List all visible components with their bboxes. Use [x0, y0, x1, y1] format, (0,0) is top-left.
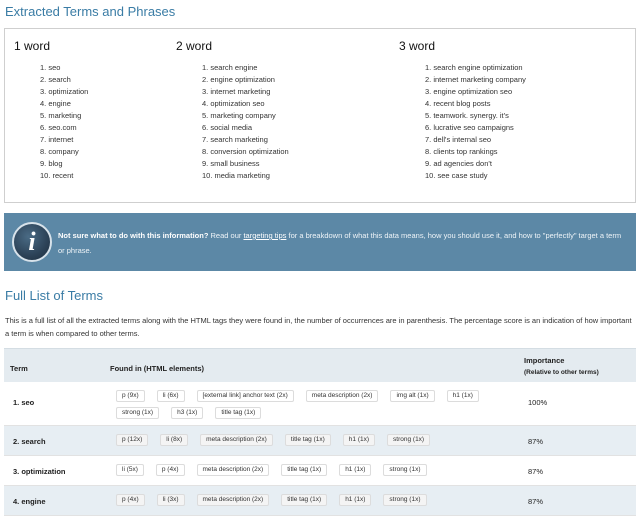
- info-text: [58, 228, 628, 258]
- header-importance: Importance: [524, 356, 565, 365]
- term-list: [14, 62, 88, 182]
- table-row: [4, 486, 636, 516]
- term-item: 1. search engine: [202, 63, 258, 72]
- info-banner: [4, 213, 636, 271]
- info-question: Not sure what to do with this information?: [58, 231, 209, 240]
- html-tag-chip: h3 (1x): [171, 407, 203, 419]
- html-tag-chip: [external link] anchor text (2x): [197, 390, 294, 402]
- html-tag-chip: h1 (1x): [447, 390, 479, 402]
- term-item: 2. search: [40, 75, 71, 84]
- term-item: 1. search engine optimization: [425, 63, 523, 72]
- found-in-cell: [116, 390, 516, 424]
- importance-cell: 100%: [528, 398, 548, 407]
- term-item: 7. internet: [40, 135, 74, 144]
- term-item: 9. blog: [40, 159, 63, 168]
- term-list: [399, 62, 526, 182]
- term-item: 2. engine optimization: [202, 75, 275, 84]
- html-tag-chip: h1 (1x): [343, 434, 375, 446]
- importance-cell: 87%: [528, 467, 544, 476]
- html-tag-chip: h1 (1x): [339, 494, 371, 506]
- html-tag-chip: p (12x): [116, 434, 148, 446]
- term-item: 5. marketing company: [202, 111, 276, 120]
- extracted-terms-title: Extracted Terms and Phrases: [5, 4, 176, 19]
- info-pre: Read our: [208, 231, 244, 240]
- header-term: Term: [10, 364, 28, 373]
- term-item: 9. small business: [202, 159, 260, 168]
- term-list: [176, 62, 289, 182]
- html-tag-chip: strong (1x): [383, 494, 426, 506]
- term-item: 8. company: [40, 147, 79, 156]
- importance-cell: 87%: [528, 497, 544, 506]
- term-cell: 4. engine: [13, 497, 46, 506]
- term-cell: 1. seo: [13, 398, 35, 407]
- html-tag-chip: meta description (2x): [306, 390, 379, 402]
- html-tag-chip: title tag (1x): [285, 434, 331, 446]
- column-heading: 1 word: [14, 39, 51, 53]
- term-item: 10. recent: [40, 171, 74, 180]
- header-importance-sub: (Relative to other terms): [524, 369, 599, 376]
- table-body: [4, 382, 636, 516]
- term-item: 2. internet marketing company: [425, 75, 526, 84]
- term-item: 6. lucrative seo campaigns: [425, 123, 514, 132]
- targeting-tips-link[interactable]: targeting tips: [243, 231, 287, 240]
- html-tag-chip: strong (1x): [387, 434, 430, 446]
- importance-cell: 87%: [528, 437, 544, 446]
- html-tag-chip: meta description (2x): [197, 494, 270, 506]
- html-tag-chip: p (9x): [116, 390, 145, 402]
- extracted-terms-box: [4, 28, 636, 203]
- full-list-title: Full List of Terms: [5, 288, 104, 303]
- info-post: for a breakdown of what this data means, how you should use it, and how to "perfectly" target a term or phrase.: [58, 231, 622, 255]
- term-item: 6. seo.com: [40, 123, 77, 132]
- html-tag-chip: title tag (1x): [281, 494, 327, 506]
- html-tag-chip: li (6x): [157, 390, 185, 402]
- term-item: 9. ad agencies don't: [425, 159, 492, 168]
- term-cell: 3. optimization: [13, 467, 66, 476]
- term-item: 1. seo: [40, 63, 61, 72]
- one-word-column: [14, 39, 88, 182]
- table-row: [4, 426, 636, 456]
- found-in-cell: [116, 434, 516, 451]
- term-item: 3. internet marketing: [202, 87, 271, 96]
- table-header: [4, 348, 636, 382]
- html-tag-chip: li (5x): [116, 464, 144, 476]
- html-tag-chip: title tag (1x): [281, 464, 327, 476]
- term-item: 8. conversion optimization: [202, 147, 289, 156]
- html-tag-chip: strong (1x): [383, 464, 426, 476]
- full-list-description: This is a full list of all the extracted terms along with the HTML tags they were found in, the number of occurrences are in parenthesis. The percentage score is an indication of how important a term is when compared to other terms.: [5, 316, 632, 338]
- html-tag-chip: h1 (1x): [339, 464, 371, 476]
- term-item: 3. optimization: [40, 87, 89, 96]
- html-tag-chip: li (3x): [157, 494, 185, 506]
- html-tag-chip: p (4x): [116, 494, 145, 506]
- term-item: 5. marketing: [40, 111, 82, 120]
- html-tag-chip: meta description (2x): [200, 434, 273, 446]
- column-heading: 2 word: [176, 39, 213, 53]
- info-icon: i: [12, 222, 52, 262]
- two-word-column: [176, 39, 289, 182]
- found-in-cell: [116, 494, 516, 511]
- term-item: 3. engine optimization seo: [425, 87, 513, 96]
- term-item: 5. teamwork. synergy. it's: [425, 111, 509, 120]
- table-row: [4, 382, 636, 426]
- header-found-in: Found in (HTML elements): [110, 364, 205, 373]
- html-tag-chip: title tag (1x): [215, 407, 261, 419]
- term-item: 4. optimization seo: [202, 99, 265, 108]
- found-in-cell: [116, 464, 516, 481]
- column-heading: 3 word: [399, 39, 436, 53]
- terms-table: [4, 348, 636, 516]
- three-word-column: [399, 39, 526, 182]
- term-item: 10. see case study: [425, 171, 488, 180]
- html-tag-chip: li (8x): [160, 434, 188, 446]
- term-item: 4. recent blog posts: [425, 99, 491, 108]
- term-item: 7. dell's internal seo: [425, 135, 492, 144]
- term-item: 8. clients top rankings: [425, 147, 498, 156]
- term-item: 10. media marketing: [202, 171, 270, 180]
- term-item: 4. engine: [40, 99, 71, 108]
- html-tag-chip: img alt (1x): [390, 390, 434, 402]
- term-cell: 2. search: [13, 437, 46, 446]
- html-tag-chip: meta description (2x): [197, 464, 270, 476]
- term-item: 7. search marketing: [202, 135, 268, 144]
- html-tag-chip: strong (1x): [116, 407, 159, 419]
- term-item: 6. social media: [202, 123, 253, 132]
- html-tag-chip: p (4x): [156, 464, 185, 476]
- table-row: [4, 456, 636, 486]
